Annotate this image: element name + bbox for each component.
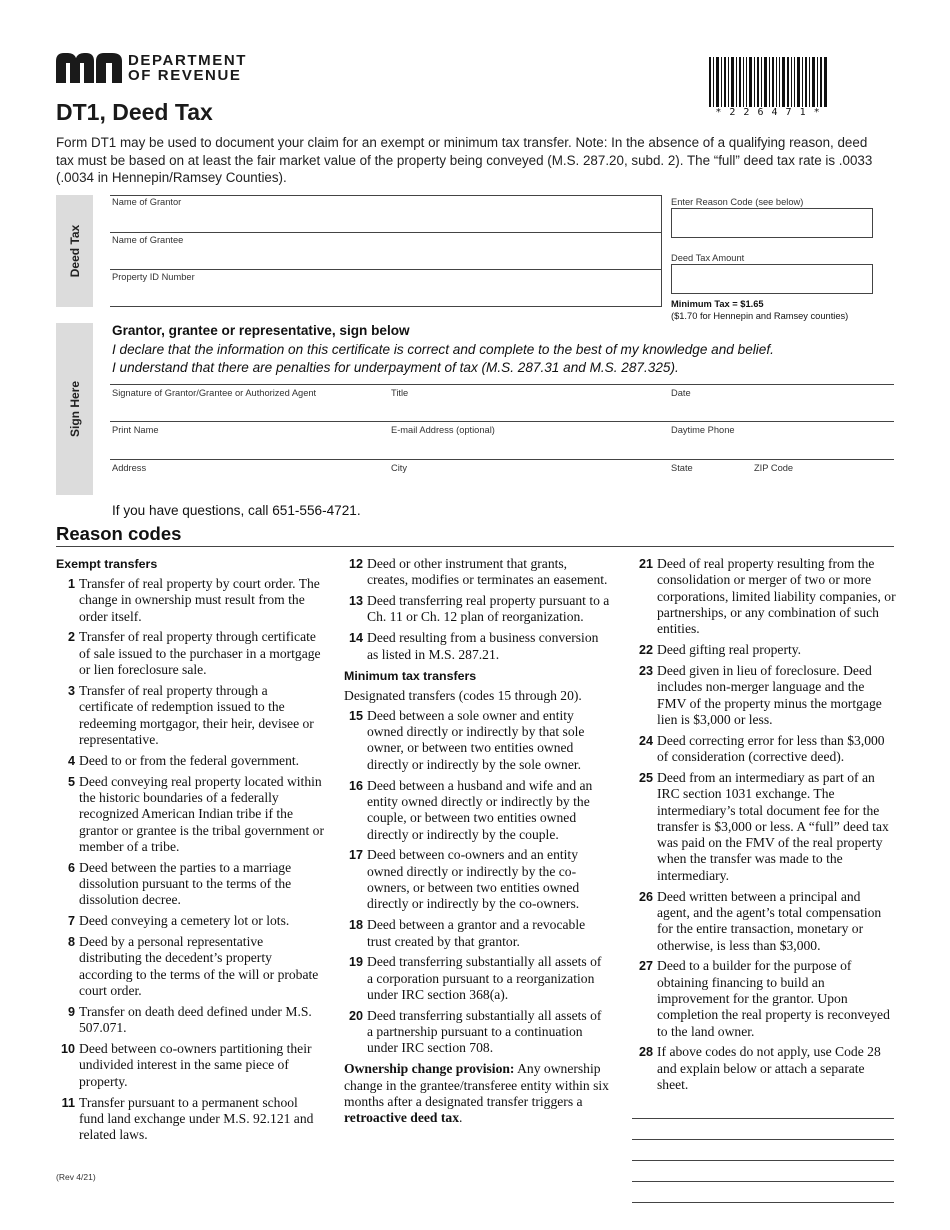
- sign-heading: Grantor, grantee or representative, sign below: [112, 323, 410, 338]
- reason-code-number: 17: [348, 848, 363, 863]
- reason-code-text: If above codes do not apply, use Code 28 and explain below or attach a separate sheet.: [657, 1044, 881, 1093]
- reason-code-item: [634, 556, 896, 637]
- grantor-input[interactable]: [110, 208, 660, 232]
- explanation-line[interactable]: [632, 1118, 894, 1119]
- reason-code-text: Deed from an intermediary as part of an IRC section 1031 exchange. The intermediary’s total document fee for the transfer is $3,000 or less. A “full” deed tax was paid on the FMV of the real property when the transfer was made to the intermediary.: [657, 769, 889, 883]
- reason-code-number: 26: [638, 889, 653, 904]
- date-input[interactable]: [669, 398, 893, 421]
- phone-input[interactable]: [669, 435, 893, 458]
- reason-code-text: Deed between the parties to a marriage dissolution pursuant to the terms of the dissolution decree.: [79, 859, 292, 908]
- city-input[interactable]: [389, 473, 659, 495]
- barcode-number: * 2 2 6 4 7 1 *: [715, 107, 821, 118]
- title-input[interactable]: [389, 398, 659, 421]
- explanation-line[interactable]: [632, 1160, 894, 1161]
- ownership-provision: Ownership change provision: Any ownership change in the grantee/transferee entity within six months after a designated transfer triggers a retroactive deed tax.: [344, 1061, 609, 1126]
- reason-code-text: Deed conveying a cemetery lot or lots.: [79, 913, 290, 929]
- page-title: DT1, Deed Tax: [56, 99, 213, 125]
- reason-code-item: [56, 1095, 324, 1144]
- reason-code-number: 21: [638, 557, 653, 571]
- revision-label: (Rev 4/21): [56, 1172, 96, 1182]
- reason-code-text: Deed to or from the federal government.: [79, 752, 300, 768]
- reason-code-item: [344, 778, 610, 843]
- exempt-heading: Exempt transfers: [56, 557, 158, 571]
- email-label: E-mail Address (optional): [391, 425, 495, 435]
- reason-code-number: 13: [348, 594, 363, 609]
- logo-text: DEPARTMENT OF REVENUE: [128, 52, 248, 84]
- reason-code-item: [56, 913, 324, 929]
- reason-code-number: 16: [348, 778, 363, 793]
- reason-code-number: 8: [67, 935, 75, 950]
- reason-code-item: [56, 774, 324, 855]
- divider: [110, 459, 894, 460]
- reason-code-number: 15: [348, 708, 363, 723]
- reason-code-text: Deed transferring substantially all assets of a partnership pursuant to a continuation under IRC section 708.: [367, 1007, 602, 1056]
- explanation-line[interactable]: [632, 1202, 894, 1203]
- reason-code-number: 10: [60, 1042, 75, 1057]
- reason-code-item: [634, 663, 896, 728]
- declaration: I declare that the information on this certificate is correct and complete to the best of my knowledge and belief. I understand that there are penalties for underpayment of tax (M.S. 287.31 and M.S. 287.325).: [112, 342, 774, 375]
- reason-code-text: Deed gifting real property.: [657, 642, 802, 658]
- reason-code-text: Deed between a husband and wife and an entity owned directly or indirectly by the couple, or between two entities owned directly or indirectly by the couple.: [367, 777, 593, 842]
- reason-code-item: [56, 934, 324, 999]
- reason-code-text: Deed transferring substantially all assets of a corporation pursuant to a reorganization under IRC section 368(a).: [367, 954, 602, 1002]
- reason-code-text: Deed or other instrument that grants, creates, modifies or terminates an easement.: [367, 556, 608, 588]
- mn-logo-icon: [56, 53, 122, 83]
- grantor-label: Name of Grantor: [112, 197, 182, 207]
- divider: [110, 195, 661, 196]
- reason-code-text: Deed between co-owners and an entity owned directly or indirectly by the co-owners, or between two entities owned directly or indirectly by the co-owners.: [367, 847, 580, 912]
- city-label: City: [391, 463, 408, 473]
- amount-label: Deed Tax Amount: [671, 253, 745, 263]
- reason-code-text: Transfer on death deed defined under M.S. 507.071.: [79, 1003, 312, 1036]
- reason-code-item: [344, 847, 610, 912]
- reason-code-text: Deed to a builder for the purpose of obtaining financing to build an improvement for the grantor. Upon completion the real property is reconveyed to the land owner.: [657, 958, 890, 1039]
- reason-code-number: 6: [67, 860, 75, 875]
- property-id-label: Property ID Number: [112, 272, 195, 282]
- zip-label: ZIP Code: [754, 463, 794, 473]
- reason-code-number: 5: [67, 774, 75, 789]
- reason-code-text: Deed transferring real property pursuant to a Ch. 11 or Ch. 12 plan of reorganization.: [367, 593, 610, 625]
- email-input[interactable]: [389, 435, 659, 458]
- reason-code-number: 20: [348, 1008, 363, 1023]
- reason-code-text: Transfer pursuant to a permanent school fund land exchange under M.S. 92.121 and related laws.: [79, 1094, 314, 1143]
- reason-code-item: [56, 629, 324, 678]
- barcode: [709, 57, 827, 107]
- state-label: State: [671, 463, 693, 473]
- divider: [661, 195, 662, 307]
- reason-code-text: Deed of real property resulting from the consolidation or merger of two or more corporations, limited liability companies, or partnerships, or any combination of such entities.: [657, 556, 896, 637]
- reason-code-text: Deed written between a principal and agent, and the agent’s total compensation for the entire transaction, monetary or otherwise, is less than $3,000.: [657, 888, 882, 953]
- reason-code-item: [56, 753, 324, 769]
- reason-code-item: [634, 642, 896, 658]
- reason-code-number: 2: [67, 630, 75, 645]
- reason-code-number: 22: [638, 643, 653, 658]
- minimum-heading: Minimum tax transfers: [344, 668, 477, 683]
- reason-code-text: Deed resulting from a business conversion as listed in M.S. 287.21.: [367, 630, 599, 662]
- reason-code-item: [344, 917, 610, 950]
- deed-tax-tab: Deed Tax: [56, 195, 93, 307]
- reason-code-item: [634, 770, 896, 884]
- reason-code-number: 25: [638, 770, 653, 785]
- reason-code-text: Deed conveying real property located within the historic boundaries of a federally recognized American Indian tribe if the grantor or grantee is the tribal government or member of a tribe.: [79, 773, 324, 854]
- date-label: Date: [671, 388, 691, 398]
- print-name-input[interactable]: [110, 435, 380, 458]
- reason-code-number: 19: [348, 955, 363, 970]
- reason-column-2: [344, 556, 610, 1127]
- reason-code-number: 12: [348, 557, 363, 571]
- state-input[interactable]: [669, 473, 749, 495]
- reason-code-text: Deed by a personal representative distributing the decedent’s property according to the terms of the will or probate court order.: [79, 934, 319, 998]
- reason-code-text: Deed between a grantor and a revocable trust created by that grantor.: [367, 917, 586, 949]
- reason-code-number: 14: [348, 631, 363, 646]
- reason-code-text: Transfer of real property through a certificate of redemption issued to the redeeming mortgagor, their heir, devisee or representative.: [79, 682, 314, 747]
- reason-code-item: [634, 889, 896, 954]
- intro-text: Form DT1 may be used to document your claim for an exempt or minimum tax transfer. Note: In the absence of a qualifying reason, deed tax must be based on at least the fair market value of the property being conveyed (M.S. 287.20, subd. 2). The “full” deed tax rate is .0033 (.0034 in Hennepin/Ramsey Counties).: [56, 135, 873, 185]
- reason-code-number: 18: [348, 918, 363, 933]
- reason-code-text: Deed between a sole owner and entity owned directly or indirectly by that sole owner, or between two entities owned directly or indirectly by the sole owner.: [367, 707, 585, 772]
- reason-code-item: [634, 1044, 896, 1093]
- signature-input[interactable]: [110, 398, 380, 421]
- divider: [110, 306, 661, 307]
- title-label: Title: [391, 388, 409, 398]
- zip-input[interactable]: [752, 473, 892, 495]
- grantee-label: Name of Grantee: [112, 235, 184, 245]
- reason-code-item: [634, 733, 896, 766]
- reason-codes-title: Reason codes: [56, 523, 182, 544]
- reason-code-number: 28: [638, 1045, 653, 1060]
- reason-code-text: Deed given in lieu of foreclosure. Deed includes non-merger language and the FMV of the property minus the mortgage lien is $3,000 or less.: [657, 662, 882, 727]
- reason-code-item: [344, 593, 610, 626]
- print-name-label: Print Name: [112, 425, 159, 435]
- reason-code-item: [344, 630, 610, 663]
- property-id-input[interactable]: [110, 283, 660, 306]
- reason-code-item: [344, 556, 610, 589]
- deed-tax-amount-input[interactable]: [671, 264, 873, 294]
- explanation-line[interactable]: [632, 1181, 894, 1182]
- reason-code-item: [56, 683, 324, 748]
- reason-code-item: [56, 860, 324, 909]
- reason-code-item: [344, 954, 610, 1003]
- reason-code-item: [56, 1041, 324, 1090]
- reason-code-number: 24: [638, 733, 653, 748]
- explanation-line[interactable]: [632, 1139, 894, 1140]
- signature-label: Signature of Grantor/Grantee or Authorized Agent: [112, 388, 317, 398]
- reason-code-text: Transfer of real property by court order. The change in ownership must result from the order itself.: [79, 576, 320, 624]
- reason-column-1: [56, 556, 324, 1148]
- reason-code-item: [56, 1004, 324, 1037]
- designated-note: Designated transfers (codes 15 through 20).: [344, 687, 582, 703]
- reason-code-label: Enter Reason Code (see below): [671, 197, 804, 207]
- sign-here-tab: Sign Here: [56, 323, 93, 495]
- divider: [110, 384, 894, 385]
- reason-code-number: 1: [67, 577, 75, 591]
- reason-code-item: [344, 1008, 610, 1057]
- questions-phone: If you have questions, call 651-556-4721.: [112, 503, 361, 518]
- divider: [56, 546, 894, 547]
- grantee-input[interactable]: [110, 246, 660, 269]
- reason-code-item: [56, 576, 324, 625]
- reason-column-3: [634, 556, 896, 1098]
- reason-code-input[interactable]: [671, 208, 873, 238]
- reason-code-item: [634, 958, 896, 1039]
- reason-code-text: Transfer of real property through certificate of sale issued to the purchaser in a mortgage or lien foreclosure sale.: [79, 629, 321, 678]
- address-label: Address: [112, 463, 147, 473]
- divider: [110, 269, 661, 270]
- reason-code-number: 11: [61, 1095, 75, 1110]
- reason-code-text: Deed correcting error for less than $3,000 of consideration (corrective deed).: [657, 732, 885, 765]
- reason-code-number: 3: [67, 683, 75, 698]
- reason-code-number: 4: [67, 753, 75, 768]
- reason-code-number: 9: [67, 1004, 75, 1019]
- phone-label: Daytime Phone: [671, 425, 735, 435]
- reason-code-number: 23: [638, 663, 653, 678]
- address-input[interactable]: [110, 473, 380, 495]
- reason-code-number: 7: [67, 914, 75, 929]
- divider: [110, 232, 661, 233]
- department-logo: [56, 53, 247, 83]
- reason-code-number: 27: [638, 959, 653, 974]
- reason-code-text: Deed between co-owners partitioning their undivided interest in the same piece of property.: [79, 1041, 312, 1089]
- reason-code-item: [344, 708, 610, 773]
- minimum-tax-note: Minimum Tax = $1.65 ($1.70 for Hennepin and Ramsey counties): [671, 299, 849, 321]
- divider: [110, 421, 894, 422]
